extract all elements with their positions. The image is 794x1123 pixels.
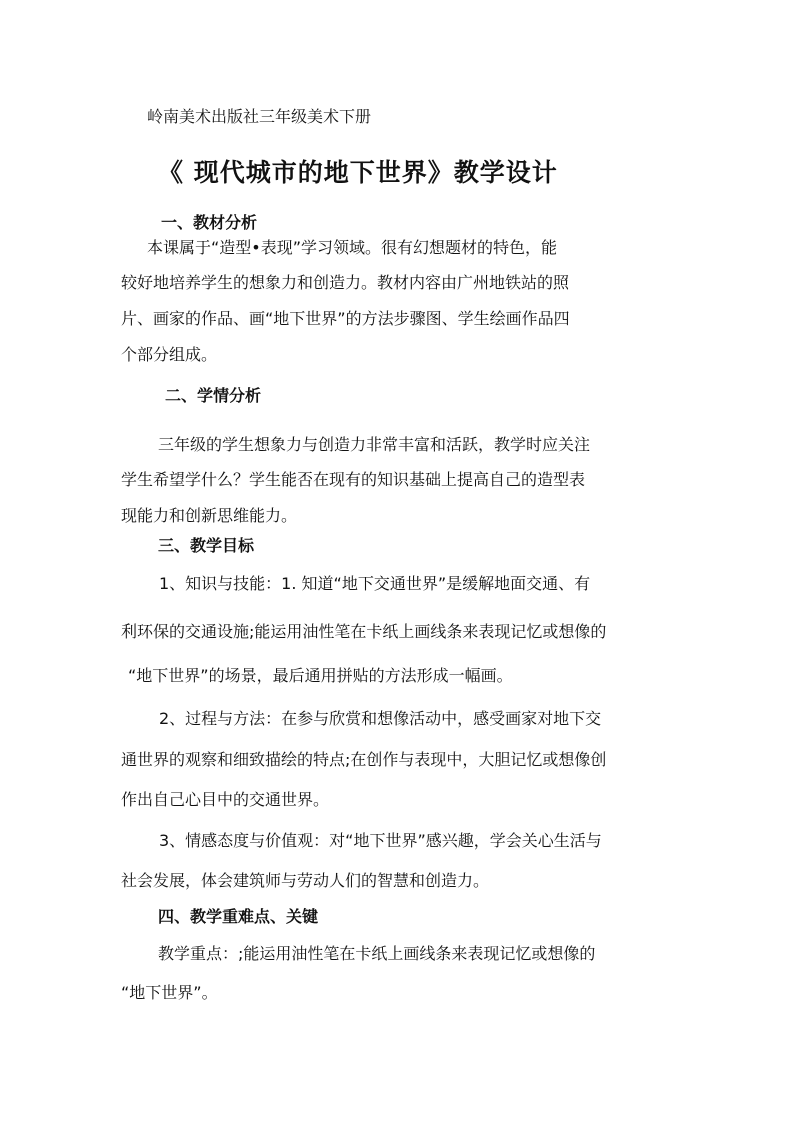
goal-line: 通世界的观察和细致描绘的特点;在创作与表现中，大胆记忆或想像创 [121, 750, 607, 769]
goal-line: 1、知识与技能：1. 知道“地下交通世界”是缓解地面交通、有 [159, 574, 591, 593]
paragraph-line: “地下世界”。 [121, 983, 218, 1002]
section-heading-teaching-goals: 三、教学目标 [158, 536, 255, 555]
paragraph-line: 教学重点：;能运用油性笔在卡纸上画线条来表现记忆或想像的 [158, 944, 596, 963]
section-heading-textbook-analysis: 一、教材分析 [161, 213, 258, 232]
paragraph-line: 现能力和创新思维能力。 [121, 506, 298, 525]
publisher-line: 岭南美术出版社三年级美术下册 [147, 107, 372, 126]
goal-line: 3、情感态度与价值观：对“地下世界”感兴趣，学会关心生活与 [159, 831, 602, 850]
paragraph-line: 片、画家的作品、画“地下世界”的方法步骤图、学生绘画作品四 [121, 309, 570, 328]
goal-line: “地下世界”的场景，最后通用拼贴的方法形成一幅画。 [128, 666, 513, 685]
document-title: 《 现代城市的地下世界》教学设计 [158, 158, 558, 187]
section-heading-key-points: 四、教学重难点、关键 [158, 907, 319, 926]
goal-line: 社会发展，体会建筑师与劳动人们的智慧和创造力。 [121, 871, 490, 890]
paragraph-line: 个部分组成。 [121, 345, 218, 364]
goal-line: 利环保的交通设施;能运用油性笔在卡纸上画线条来表现记忆或想像的 [121, 622, 607, 641]
paragraph-line: 较好地培养学生的想象力和创造力。教材内容由广州地铁站的照 [121, 273, 570, 292]
paragraph-line: 学生希望学什么？学生能否在现有的知识基础上提高自己的造型表 [121, 470, 586, 489]
section-heading-student-analysis: 二、学情分析 [165, 386, 262, 405]
paragraph-line: 本课属于“造型•表现”学习领域。很有幻想题材的特色，能 [147, 238, 558, 257]
paragraph-line: 三年级的学生想象力与创造力非常丰富和活跃，教学时应关注 [158, 435, 591, 454]
goal-line: 2、过程与方法：在参与欣赏和想像活动中，感受画家对地下交 [159, 709, 602, 728]
goal-line: 作出自己心目中的交通世界。 [121, 790, 330, 809]
